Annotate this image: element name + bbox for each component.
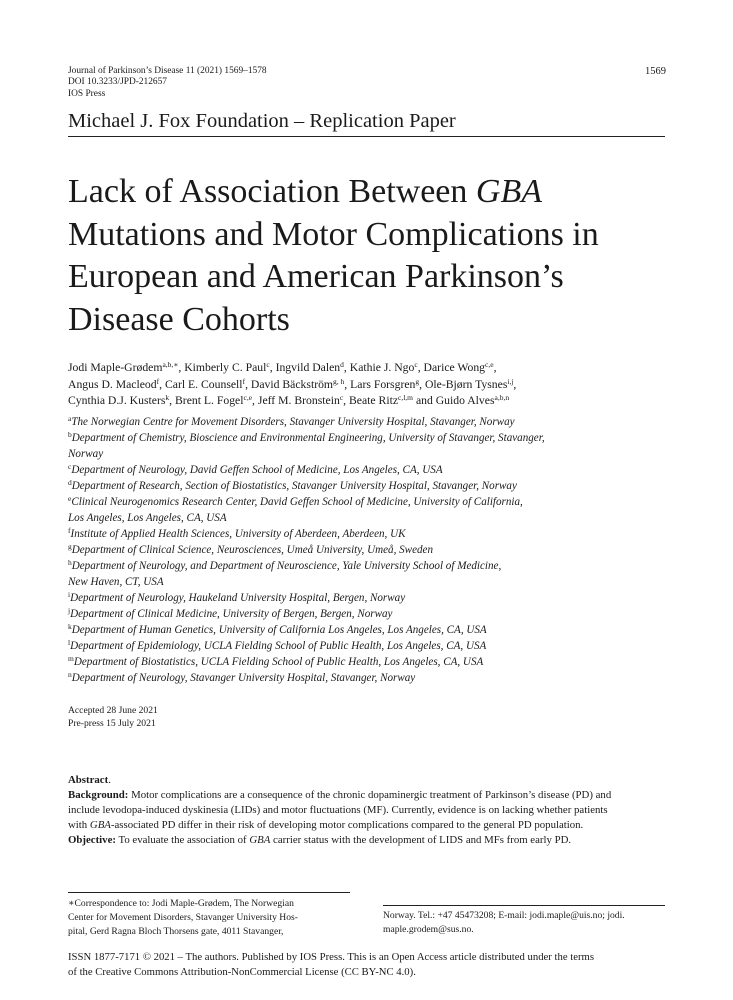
- author-separator: ,: [269, 361, 276, 374]
- category-rule: [68, 136, 665, 137]
- author-affiliation-mark: i,j: [507, 376, 514, 386]
- affiliation-key: i: [68, 590, 71, 599]
- affiliation-text: Department of Biostatistics, UCLA Fielding School of Public Health, Los Angeles, CA, USA: [73, 656, 484, 668]
- journal-citation: Journal of Parkinson’s Disease 11 (2021) 1569–1578: [68, 66, 267, 76]
- affiliation-text: Los Angeles, Los Angeles, CA, USA: [68, 512, 227, 524]
- affiliation-item: [68, 462, 668, 478]
- author-separator: ,: [343, 361, 350, 374]
- accepted-date: Accepted 28 June 2021: [68, 705, 158, 716]
- footnote-line[interactable]: maple.grodem@sus.no.: [383, 924, 474, 936]
- background-gene: [68, 819, 111, 831]
- affiliation-text: Department of Clinical Medicine, University of Bergen, Bergen, Norway: [70, 608, 393, 620]
- affiliation-key: a: [68, 414, 72, 423]
- author-name: David Bäckström: [250, 377, 334, 391]
- footnote-rule-right: [383, 905, 665, 906]
- footnote-line: Center for Movement Disorders, Stavanger University Hos-: [68, 912, 298, 924]
- author-affiliation-mark: g: [415, 376, 420, 386]
- affiliation-item: [68, 430, 668, 446]
- affiliation-item: [68, 446, 668, 462]
- affiliation-text: Department of Chemistry, Bioscience and Environmental Engineering, University of Stavanger, Stavanger,: [71, 432, 545, 444]
- copyright-line-1: ISSN 1877-7171 © 2021 – The authors. Published by IOS Press. This is an Open Access article distributed under the terms: [68, 951, 595, 963]
- affiliation-text: Norway: [68, 448, 104, 460]
- author-name: Ingvild Dalen: [275, 361, 341, 374]
- author-name: Jodi Maple-Grødem: [68, 361, 163, 374]
- author-name: Kimberly C. Paul: [184, 361, 267, 374]
- affiliation-text: Department of Human Genetics, University of California Los Angeles, Los Angeles, CA, USA: [71, 624, 487, 636]
- title-gene: GBA: [475, 173, 542, 210]
- abstract-heading-punct: .: [108, 774, 111, 786]
- affiliation-key: h: [68, 558, 72, 567]
- author-separator: ,: [344, 377, 351, 391]
- affiliation-key: l: [68, 638, 71, 647]
- affiliation-text: Clinical Neurogenomics Research Center, David Geffen School of Medicine, University of California,: [71, 496, 523, 508]
- background-text-3: -associated PD differ in their risk of developing motor complications compared to the general PD population.: [110, 819, 584, 832]
- title-line-2: Mutations and Motor Complications in: [68, 215, 599, 253]
- author-separator: ,: [245, 377, 251, 391]
- author-separator: ,: [343, 394, 349, 408]
- objective-label: Objective:: [68, 834, 116, 847]
- objective-gene: GBA: [249, 834, 271, 847]
- affiliation-key: m: [68, 654, 74, 663]
- affiliation-key: c: [68, 462, 72, 471]
- affiliation-text: Department of Neurology, Stavanger University Hospital, Stavanger, Norway: [71, 672, 416, 684]
- author-separator: ,: [169, 394, 175, 408]
- journal-header: [68, 66, 267, 100]
- title-line-4: Disease Cohorts: [68, 300, 290, 338]
- affiliation-item: [68, 510, 668, 526]
- footnote-line[interactable]: Norway. Tel.: +47 45473208; E-mail: jodi.maple@uis.no; jodi.: [383, 910, 625, 921]
- author-separator: ,: [493, 361, 497, 374]
- author-affiliation-mark: c,e: [485, 360, 494, 369]
- footnote-line: pital, Gerd Ragna Bloch Thorsens gate, 4011 Stavanger,: [68, 926, 284, 938]
- abstract-heading: Abstract: [68, 774, 109, 786]
- author-line: [68, 377, 668, 394]
- affiliation-item: [68, 558, 668, 574]
- paper-title: [68, 171, 668, 341]
- author-separator: ,: [178, 361, 185, 374]
- affiliation-item: [68, 574, 668, 590]
- affiliation-key: e: [68, 494, 72, 503]
- author-list: [68, 360, 668, 410]
- author-separator: ,: [159, 377, 165, 391]
- author-line: [68, 360, 668, 377]
- author-name: Ole-Bjørn Tysnes: [424, 377, 508, 391]
- objective-text-end: carrier status with the development of LIDS and MFs from early PD.: [270, 834, 572, 847]
- prepress-date: Pre-press 15 July 2021: [68, 718, 156, 729]
- affiliation-key: j: [68, 606, 71, 615]
- affiliation-text: Department of Neurology, Haukeland University Hospital, Bergen, Norway: [70, 592, 406, 604]
- affiliation-text: Department of Neurology, and Department of Neuroscience, Yale University School of Medicine,: [71, 560, 502, 572]
- author-line: [68, 393, 668, 410]
- author-name: Lars Forsgren: [350, 377, 416, 391]
- abstract-heading-line: [68, 773, 666, 788]
- author-name: Beate Ritz: [349, 394, 399, 408]
- publication-dates: [68, 704, 158, 730]
- affiliation-text: Department of Neurology, David Geffen School of Medicine, Los Angeles, CA, USA: [71, 464, 443, 476]
- author-separator: and: [413, 394, 436, 408]
- author-name: Guido Alves: [435, 394, 495, 408]
- page-number: 1569: [645, 66, 666, 77]
- affiliation-item: [68, 478, 668, 494]
- paper-category: Michael J. Fox Foundation – Replication Paper: [68, 110, 456, 132]
- objective-line: [68, 833, 666, 848]
- author-affiliation-mark: c,l,m: [398, 393, 414, 403]
- affiliation-key: k: [68, 622, 72, 631]
- doi[interactable]: DOI 10.3233/JPD-212657: [68, 77, 167, 88]
- affiliation-key: g: [68, 542, 72, 551]
- title-line-3: European and American Parkinson’s: [68, 258, 564, 295]
- author-name: Carl E. Counsell: [164, 377, 243, 391]
- author-affiliation-mark: c: [339, 393, 344, 403]
- author-affiliation-mark: c,e: [243, 393, 253, 403]
- affiliation-list: [68, 414, 668, 686]
- affiliation-text: Institute of Applied Health Sciences, University of Aberdeen, Aberdeen, UK: [70, 528, 406, 540]
- affiliation-item: [68, 414, 668, 430]
- author-name: Angus D. Macleod: [68, 377, 157, 391]
- author-name: Darice Wong: [423, 361, 486, 374]
- footnote-line: ∗Correspondence to: Jodi Maple-Grødem, The Norwegian: [68, 898, 294, 909]
- affiliation-item: [68, 638, 668, 654]
- author-separator: ,: [252, 394, 258, 408]
- footnote-rule-left: [68, 892, 350, 893]
- objective-text: To evaluate the association of: [115, 834, 250, 847]
- background-label: Background:: [68, 789, 129, 802]
- affiliation-item: [68, 606, 668, 622]
- author-affiliation-mark: c: [414, 360, 418, 369]
- author-affiliation-mark: g, h: [333, 376, 345, 386]
- correspondence-contact: [383, 909, 668, 937]
- author-affiliation-mark: a,b,n: [494, 393, 510, 403]
- affiliation-item: [68, 654, 668, 670]
- background-line-1: [68, 788, 666, 803]
- title-text: Lack of Association Between: [68, 173, 476, 210]
- author-separator: ,: [513, 377, 517, 391]
- author-name: Jeff M. Bronstein: [257, 394, 340, 408]
- publisher: IOS Press: [68, 88, 106, 99]
- author-separator: ,: [417, 361, 424, 374]
- affiliation-text: Department of Epidemiology, UCLA Fielding School of Public Health, Los Angeles, CA, USA: [70, 640, 487, 652]
- author-affiliation-mark: f: [156, 376, 160, 386]
- copyright-notice: [68, 950, 668, 979]
- author-separator: ,: [419, 377, 425, 391]
- background-text: Motor complications are a consequence of the chronic dopaminergic treatment of Parkinson’s disease (PD) and: [128, 789, 612, 802]
- affiliation-key: f: [68, 526, 71, 535]
- author-affiliation-mark: f: [242, 376, 246, 386]
- author-name: Brent L. Fogel: [175, 394, 244, 408]
- affiliation-item: [68, 542, 668, 558]
- author-name: Kathie J. Ngo: [349, 361, 415, 374]
- author-affiliation-mark: c: [266, 360, 270, 369]
- affiliation-text: Department of Clinical Science, Neurosciences, Umeå University, Umeå, Sweden: [71, 544, 434, 556]
- background-line-3: [68, 818, 666, 833]
- affiliation-item: [68, 526, 668, 542]
- affiliation-item: [68, 622, 668, 638]
- affiliation-key: n: [68, 670, 72, 679]
- affiliation-text: The Norwegian Centre for Movement Disorders, Stavanger University Hospital, Stavanger, Norway: [71, 416, 515, 428]
- author-name: Cynthia D.J. Kusters: [68, 394, 166, 408]
- author-affiliation-mark: d: [340, 360, 344, 369]
- background-gene-name: GBA: [89, 819, 111, 832]
- affiliation-item: [68, 670, 668, 686]
- affiliation-item: [68, 590, 668, 606]
- affiliation-item: [68, 494, 668, 510]
- copyright-line-2: of the Creative Commons Attribution-NonCommercial License (CC BY-NC 4.0).: [68, 965, 416, 978]
- title-line-1: [68, 171, 668, 214]
- affiliation-text: New Haven, CT, USA: [68, 576, 164, 588]
- author-affiliation-mark: a,b,∗: [162, 360, 179, 369]
- affiliation-text: Department of Research, Section of Biostatistics, Stavanger University Hospital, Stavanger, Norway: [71, 480, 517, 492]
- affiliation-key: d: [68, 478, 72, 487]
- background-line-2: include levodopa-induced dyskinesia (LIDs) and motor fluctuations (MF). Currently, evidence is on lacking whether patients: [68, 804, 608, 817]
- background-word: with: [68, 819, 90, 832]
- correspondence-footnote: [68, 897, 353, 940]
- author-affiliation-mark: k: [165, 393, 170, 403]
- abstract: [68, 773, 666, 848]
- affiliation-key: b: [68, 430, 72, 439]
